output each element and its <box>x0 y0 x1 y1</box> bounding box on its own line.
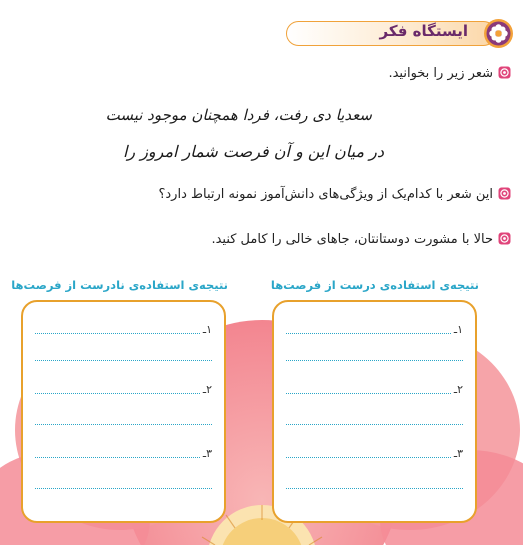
blank-line[interactable] <box>286 488 463 489</box>
blank-line[interactable] <box>35 333 200 334</box>
answer-row-2b <box>35 418 212 430</box>
instruction-text: شعر زیر را بخوانید. <box>388 66 493 81</box>
instruction-text: حالا با مشورت دوستانتان، جاهای خالی را کامل کنید. <box>211 232 493 247</box>
answer-row-1 <box>35 323 212 339</box>
blank-line[interactable] <box>35 393 200 394</box>
poem-line-1: سعدیا دی رفت، فردا همچنان موجود نیست <box>105 106 372 124</box>
left-answer-box <box>21 300 226 523</box>
blank-line[interactable] <box>286 424 463 425</box>
row-number: ۳ـ <box>453 447 463 460</box>
blank-line[interactable] <box>35 457 200 458</box>
answer-row-3b <box>35 482 212 494</box>
row-number: ۳ـ <box>202 447 212 460</box>
answer-row-2b <box>286 418 463 430</box>
blank-line[interactable] <box>35 488 212 489</box>
row-number: ۲ـ <box>453 383 463 396</box>
poem-line-2: در میان این و آن فرصت شمار امروز را <box>122 142 384 161</box>
answer-row-3 <box>35 447 212 463</box>
right-answer-box <box>272 300 477 523</box>
answer-row-2 <box>286 383 463 399</box>
blank-line[interactable] <box>286 333 451 334</box>
section-header <box>286 18 514 49</box>
question-poem-relation <box>158 187 511 202</box>
row-number: ۲ـ <box>202 383 212 396</box>
answer-row-3b <box>286 482 463 494</box>
answer-row-1b <box>286 354 463 366</box>
bullet-icon <box>498 66 511 79</box>
answer-row-2 <box>35 383 212 399</box>
blank-line[interactable] <box>286 457 451 458</box>
instruction-fill-blanks <box>211 232 511 247</box>
row-number: ۱ـ <box>202 323 212 336</box>
bullet-icon <box>498 187 511 200</box>
blank-line[interactable] <box>35 360 212 361</box>
right-column-title: نتیجه‌ی استفاده‌ی درست از فرصت‌ها <box>270 278 479 292</box>
answer-row-1 <box>286 323 463 339</box>
section-title: ایستگاه فکر <box>379 22 468 40</box>
question-text: این شعر با کدام‌یک از ویژگی‌های دانش‌آموز نمونه ارتباط دارد؟ <box>158 187 493 202</box>
blank-line[interactable] <box>35 424 212 425</box>
bullet-icon <box>498 232 511 245</box>
flower-badge-icon <box>483 18 514 49</box>
left-column-title: نتیجه‌ی استفاده‌ی نادرست از فرصت‌ها <box>11 278 228 292</box>
answer-row-3 <box>286 447 463 463</box>
row-number: ۱ـ <box>453 323 463 336</box>
blank-line[interactable] <box>286 360 463 361</box>
blank-line[interactable] <box>286 393 451 394</box>
instruction-read-poem <box>388 66 511 81</box>
answer-row-1b <box>35 354 212 366</box>
